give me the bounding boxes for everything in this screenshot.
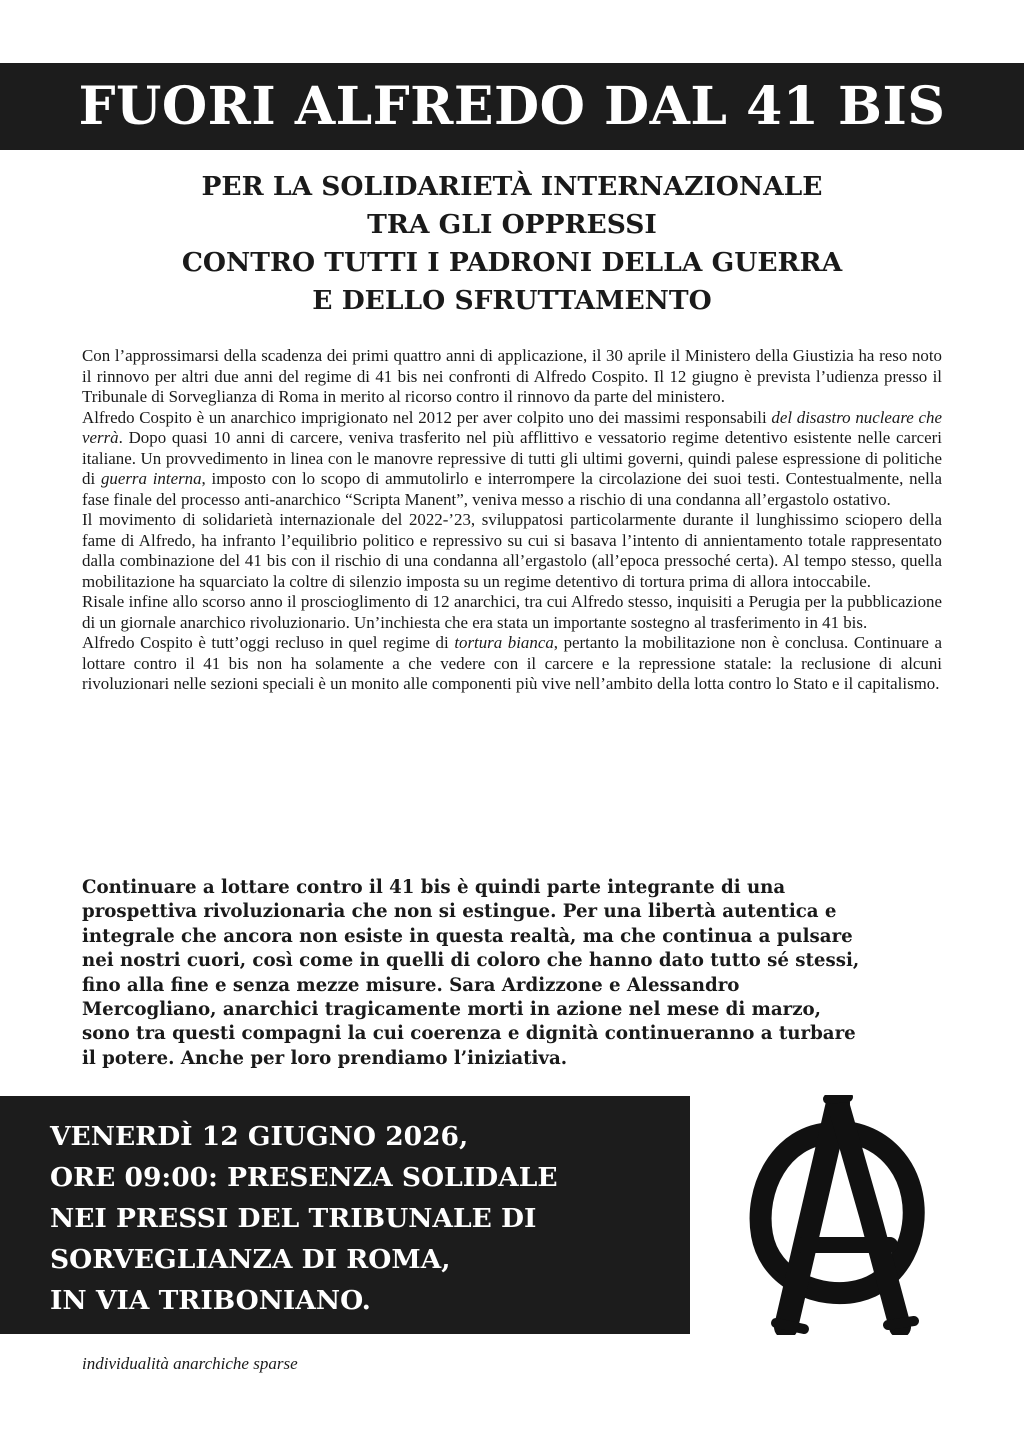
event-line: NEI PRESSI DEL TRIBUNALE DI bbox=[50, 1203, 537, 1234]
subtitle-line: E DELLO SFRUTTAMENTO bbox=[312, 285, 712, 316]
bold-line: Mercogliano, anarchici tragicamente morti in azione nel mese di marzo, bbox=[82, 999, 822, 1021]
paragraph-5 bbox=[82, 633, 942, 695]
paragraph-2-emphasis: del disastro nucleare che verrà bbox=[82, 407, 942, 447]
subtitle bbox=[60, 168, 964, 320]
event-line: ORE 09:00: PRESENZA SOLIDALE bbox=[50, 1162, 558, 1193]
paragraph-5-text: Alfredo Cospito è tutt’oggi recluso in quel regime di bbox=[82, 633, 455, 652]
paragraph-2-text: Alfredo Cospito è un anarchico imprigionato nel 2012 per aver colpito uno dei massimi responsabili bbox=[82, 407, 772, 427]
paragraph-4: Risale infine allo scorso anno il proscioglimento di 12 anarchici, tra cui Alfredo stesso, inquisiti a Perugia per la pubblicazione di un giornale anarchico rivoluzionario. Un’inchiesta che era stata un importante sostegno al trasferimento in 41 bis. bbox=[82, 592, 942, 632]
event-line: VENERDÌ 12 GIUGNO 2026, bbox=[50, 1121, 469, 1152]
circle-a-anarchy-icon bbox=[740, 1095, 940, 1335]
subtitle-line: CONTRO TUTTI I PADRONI DELLA GUERRA bbox=[181, 247, 843, 278]
subtitle-line: TRA GLI OPPRESSI bbox=[367, 209, 657, 240]
bold-line: il potere. Anche per loro prendiamo l’iniziativa. bbox=[82, 1047, 568, 1069]
paragraph-2 bbox=[82, 408, 942, 511]
event-line: IN VIA TRIBONIANO. bbox=[50, 1285, 371, 1316]
bold-line: nei nostri cuori, così come in quelli di coloro che hanno dato tutto sé stessi, bbox=[82, 950, 860, 972]
paragraph-2-emphasis: guerra interna bbox=[100, 469, 202, 488]
bold-line: prospettiva rivoluzionaria che non si estingue. Per una libertà autentica e bbox=[82, 901, 837, 923]
bold-line: Continuare a lottare contro il 41 bis è quindi parte integrante di una bbox=[82, 877, 786, 898]
page-title: FUORI ALFREDO DAL 41 BIS bbox=[78, 76, 946, 137]
paragraph-5-text: , pertanto la mobilitazione non è conclusa. Continuare a lottare contro il 41 bis non ha solamente a che vedere con il carcere e la repressione statale: la reclusione di alcuni rivoluzionari nelle sezioni speciali è un monito alle componenti più vive nell’ambito della lotta contro lo Stato e il capitalismo. bbox=[82, 633, 942, 693]
paragraph-2-text: , imposto con lo scopo di ammutolirlo e interrompere la circolazione dei suoi testi. Contestualmente, nella fase finale del processo anti-anarchico “Scripta Manent”, veniva messo a rischio di una condanna all’ergastolo ostativo. bbox=[82, 469, 942, 509]
title-banner bbox=[0, 63, 1024, 150]
event-line: SORVEGLIANZA DI ROMA, bbox=[50, 1244, 451, 1275]
subtitle-line: PER LA SOLIDARIETÀ INTERNAZIONALE bbox=[201, 171, 823, 202]
event-box bbox=[0, 1096, 690, 1334]
bold-line: fino alla fine e senza mezze misure. Sara Ardizzone e Alessandro bbox=[82, 974, 740, 996]
paragraph-2-text: . Dopo quasi 10 anni di carcere, veniva trasferito nel più afflittivo e vessatorio regime detentivo esistente nelle carceri italiane. Un provvedimento in linea con le manovre repressive di tutti gli ultimi governi, quindi palese espressione di politiche di bbox=[82, 428, 942, 488]
paragraph-5-emphasis: tortura bianca bbox=[454, 633, 554, 652]
paragraph-3: Il movimento di solidarietà internazionale del 2022-’23, sviluppatosi particolarmente durante il lunghissimo sciopero della fame di Alfredo, ha infranto l’equilibrio politico e repressivo su cui si basava l’intento di annientamento totale rappresentato dalla combinazione del 41 bis con il rischio di una condanna all’ergastolo (all’epoca pressoché certa). Al tempo stesso, quella mobilitazione ha squarciato la coltre di silenzio imposta su un regime detentivo di tortura prima di allora intoccabile. bbox=[82, 510, 942, 591]
signature: individualità anarchiche sparse bbox=[82, 1354, 298, 1373]
call-to-action-paragraph bbox=[82, 876, 954, 1071]
paragraph-1: Con l’approssimarsi della scadenza dei primi quattro anni di applicazione, il 30 aprile il Ministero della Giustizia ha reso noto il rinnovo per altri due anni del regime di 41 bis nei confronti di Alfredo Cospito. Il 12 giugno è prevista l’udienza presso il Tribunale di Sorveglianza di Roma in merito al ricorso contro il rinnovo da parte del ministero. bbox=[82, 346, 942, 406]
bold-line: sono tra questi compagni la cui coerenza e dignità continueranno a turbare bbox=[82, 1023, 856, 1045]
bold-line: integrale che ancora non esiste in questa realtà, ma che continua a pulsare bbox=[82, 925, 853, 947]
body-text bbox=[82, 346, 942, 695]
